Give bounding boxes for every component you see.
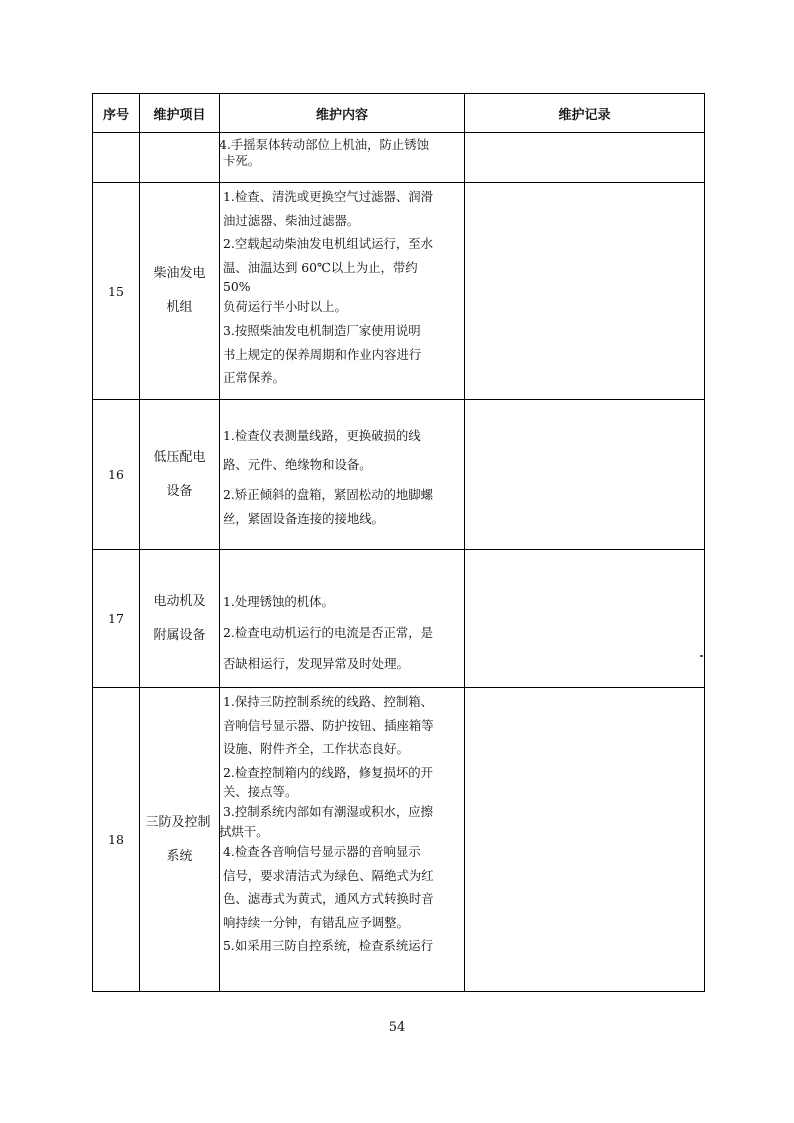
item-line: 设备 [166,483,193,499]
header-maintenance-item: 维护项目 [140,94,220,133]
row-maintenance-item [140,400,220,550]
row-maintenance-item [140,133,220,183]
maintenance-table-container [92,93,704,992]
content-line: 关、接点等。 [223,784,298,800]
row-maintenance-record [465,133,705,183]
item-line: 电动机及 [153,593,206,609]
content-line: 丝，紧固设备连接的接地线。 [223,510,385,526]
content-line: 拭烘干。 [219,823,269,839]
stray-mark [700,655,703,657]
content-line: 2.矫正倾斜的盘箱，紧固松动的地脚螺 [223,487,434,503]
content-line: 50% [223,279,251,295]
row-maintenance-record [465,688,705,992]
row-maintenance-item [140,550,220,688]
content-line: 正常保养。 [223,370,285,386]
row-serial-number: 17 [93,550,140,688]
content-line: 1.检查仪表测量线路，更换破损的线 [223,427,421,443]
table-row [93,688,705,992]
content-line: 色、滤毒式为黄式，通风方式转换时音 [223,891,434,907]
row-serial-number: 15 [93,183,140,400]
content-line: 2.空载起动柴油发电机组试运行，至水 [223,236,434,252]
page-number: 54 [388,1020,406,1035]
header-maintenance-content: 维护内容 [220,94,465,133]
content-line: 路、元件、绝缘物和设备。 [223,457,372,473]
item-line: 系统 [166,848,193,864]
content-line: 5.如采用三防自控系统，检查系统运行 [223,938,434,954]
content-line: 信号，要求清洁式为绿色、隔绝式为红 [223,867,434,883]
content-line [223,562,461,586]
row-maintenance-content [220,133,465,183]
content-line: 书上规定的保养周期和作业内容进行 [223,346,422,362]
header-serial-number: 序号 [93,94,140,133]
content-line: 4.手摇泵体转动部位上机油，防止锈蚀 [219,137,430,152]
content-line: 响持续一分钟，有错乱应予调整。 [223,914,409,930]
row-maintenance-record [465,550,705,688]
table-row [93,400,705,550]
item-line: 三防及控制 [145,814,211,830]
content-line: 3.按照柴油发电机制造厂家使用说明 [223,322,421,338]
content-line: 油过滤器、柴油过滤器。 [223,212,360,228]
row-maintenance-item [140,688,220,992]
row-serial-number [93,133,140,183]
content-line: 卡死。 [223,153,261,168]
content-line: 设施、附件齐全，工作状态良好。 [223,741,409,757]
content-line: 1.保持三防控制系统的线路、控制箱、 [223,694,434,709]
row-maintenance-content [220,400,465,550]
row-maintenance-content [220,550,465,688]
row-maintenance-content [220,688,465,992]
row-maintenance-content [220,183,465,400]
item-line: 附属设备 [153,627,206,643]
content-line: 2.检查控制箱内的线路，修复损坏的开 [223,764,434,780]
content-line: 1.处理锈蚀的机体。 [223,593,334,609]
table-header-row [93,94,705,133]
row-maintenance-record [465,400,705,550]
row-serial-number: 18 [93,688,140,992]
header-maintenance-record: 维护记录 [465,94,705,133]
item-line: 机组 [166,300,193,315]
content-line: 负荷运行半小时以上。 [223,299,347,315]
table-row [93,133,705,183]
content-line: 1.检查、清洗或更换空气过滤器、润滑 [223,189,434,204]
content-line: 音响信号显示器、防护按钮、插座箱等 [223,717,434,733]
content-line: 4.检查各音响信号显示器的音响显示 [223,843,421,859]
maintenance-table [92,93,705,992]
content-line: 否缺相运行，发现异常及时处理。 [223,655,409,671]
item-line: 柴油发电 [153,266,206,281]
content-line: 2.检查电动机运行的电流是否正常，是 [223,624,434,640]
content-line [223,400,461,424]
item-line: 低压配电 [153,449,206,465]
table-row [93,550,705,688]
row-maintenance-record [465,183,705,400]
row-maintenance-item [140,183,220,400]
row-serial-number: 16 [93,400,140,550]
table-row [93,183,705,400]
content-line: 3.控制系统内部如有潮湿或积水，应擦 [223,804,434,820]
content-line: 温、油温达到 60℃以上为止，带约 [223,259,418,275]
